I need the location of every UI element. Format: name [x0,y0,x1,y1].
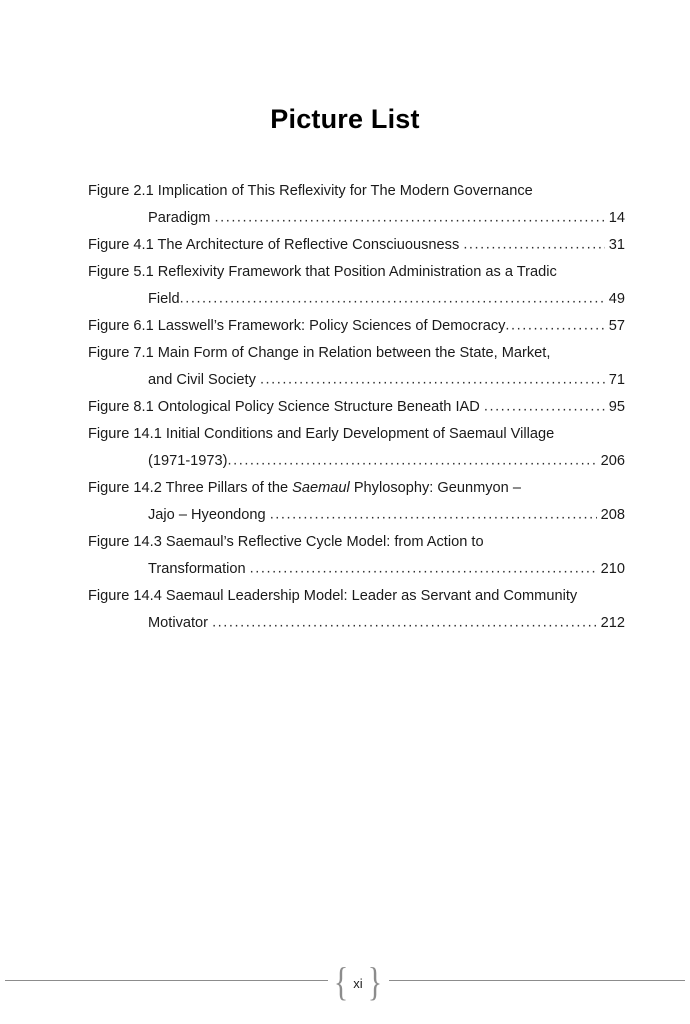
dot-leader [215,205,605,232]
figure-page-number: 57 [608,318,625,334]
figure-entry-line [88,529,625,556]
dot-leader [212,610,597,637]
figure-entry-line [88,421,625,448]
figure-caption-text: Figure 6.1 Lasswell’s Framework: Policy Sciences of Democracy [88,318,506,334]
figure-page-number: 206 [600,453,625,469]
figure-caption-text: and Civil Society [148,372,260,388]
figure-entry [88,529,625,583]
figure-entry-line [88,394,625,421]
figure-entry-continuation [88,448,625,475]
figure-caption-text: Field [148,291,180,307]
dot-leader [180,286,605,313]
figure-caption-text: Transformation [148,561,250,577]
figure-caption-text: Jajo – Hyeondong [148,507,270,523]
figure-page-number: 212 [600,615,625,631]
figure-caption-text: Figure 14.1 Initial Conditions and Early Development of Saemaul Village [88,426,555,442]
figure-entry [88,394,625,421]
figure-entry-continuation [88,556,625,583]
figure-caption-text: Paradigm [148,210,215,226]
figure-page-number: 95 [608,399,625,415]
figure-list [88,178,625,637]
figure-entry-line [88,475,625,502]
dot-leader [484,394,605,421]
footer-rule-right [389,980,685,981]
page-number: xi [353,975,363,991]
figure-entry [88,583,625,637]
figure-entry-continuation [88,502,625,529]
figure-entry-continuation [88,610,625,637]
figure-entry [88,340,625,394]
brace-right-icon: } [367,960,383,1005]
figure-caption-text: (1971-1973) [148,453,228,469]
figure-page-number: 71 [608,372,625,388]
folio-group [320,960,396,1005]
figure-page-number: 208 [600,507,625,523]
figure-caption-text: Figure 7.1 Main Form of Change in Relation between the State, Market, [88,345,551,361]
dot-leader [463,232,604,259]
figure-entry-continuation [88,367,625,394]
figure-caption-text: Figure 5.1 Reflexivity Framework that Position Administration as a Tradic [88,264,557,280]
figure-caption-text: Figure 14.4 Saemaul Leadership Model: Leader as Servant and Community [88,588,578,604]
figure-entry [88,421,625,475]
dot-leader [270,502,597,529]
figure-entry [88,259,625,313]
dot-leader [505,313,604,340]
page-footer [0,960,690,1009]
figure-entry [88,178,625,232]
figure-entry [88,475,625,529]
figure-caption-text: Figure 4.1 The Architecture of Reflective Consciuousness [88,237,464,253]
figure-page-number: 210 [600,561,625,577]
figure-entry-line [88,259,625,286]
figure-caption-text: Motivator [148,615,213,631]
figure-entry-line [88,340,625,367]
footer-rule-left [5,980,328,981]
brace-left-icon: { [333,960,349,1005]
figure-caption-text: Figure 2.1 Implication of This Reflexivity for The Modern Governance [88,183,533,199]
figure-page-number: 49 [608,291,625,307]
figure-entry [88,232,625,259]
figure-entry [88,313,625,340]
figure-page-number: 31 [608,237,625,253]
figure-entry-continuation [88,286,625,313]
figure-page-number: 14 [608,210,625,226]
dot-leader [260,367,605,394]
figure-caption-text: Figure 14.2 Three Pillars of the Saemaul Phylosophy: Geunmyon – [88,480,521,496]
figure-entry-line [88,178,625,205]
page-title: Picture List [270,104,420,135]
figure-entry-continuation [88,205,625,232]
dot-leader [250,556,597,583]
figure-entry-line [88,313,625,340]
figure-entry-line [88,583,625,610]
dot-leader [228,448,597,475]
figure-caption-text: Figure 14.3 Saemaul’s Reflective Cycle Model: from Action to [88,534,484,550]
figure-caption-text: Figure 8.1 Ontological Policy Science Structure Beneath IAD [88,399,484,415]
figure-caption-italic: Saemaul [292,480,350,496]
figure-entry-line [88,232,625,259]
